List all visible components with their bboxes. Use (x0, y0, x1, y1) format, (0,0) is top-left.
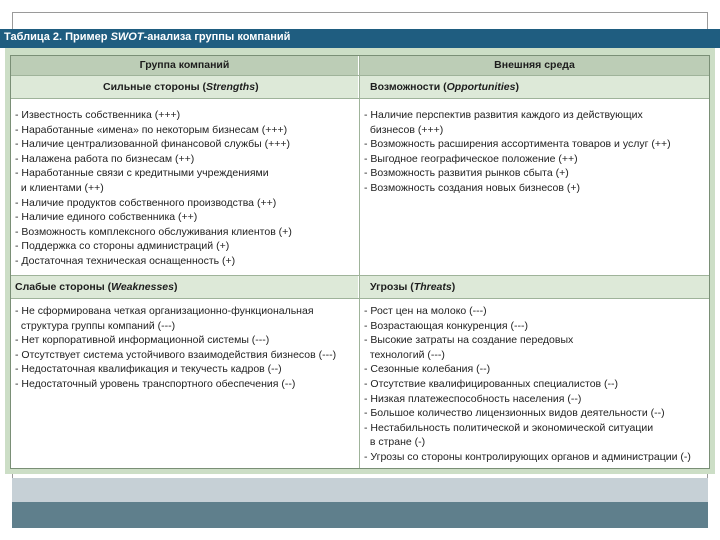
swot-table (10, 55, 710, 469)
caption-suffix: -анализа группы компаний (143, 31, 291, 43)
grid-line-header (11, 75, 709, 76)
threats-title-prefix: Угрозы ( (370, 281, 414, 293)
footer-band-dark (12, 502, 708, 528)
caption-swot: SWOT (110, 31, 144, 43)
opportunity-item: бизнесов (+++) (364, 123, 444, 136)
weakness-item: структура группы компаний (---) (15, 319, 176, 332)
grid-line-vertical (359, 56, 360, 468)
opportunity-item: - Выгодное географическое положение (++) (364, 152, 578, 165)
threat-item: в стране (-) (364, 436, 426, 449)
strengths-title (103, 76, 259, 98)
opportunities-title-suffix: ) (515, 81, 519, 93)
opportunities-title-prefix: Возможности ( (370, 81, 447, 93)
weakness-item: - Отсутствует система устойчивого взаимодействия бизнесов (---) (15, 348, 337, 361)
threat-item: - Сезонные колебания (--) (364, 363, 491, 376)
opportunity-item: - Возможность развития рынков сбыта (+) (364, 167, 569, 180)
strengths-title-emph: Strengths (206, 81, 256, 93)
weaknesses-title-emph: Weaknesses (111, 281, 174, 293)
threats-list (364, 304, 706, 465)
threat-item: - Угрозы со стороны контролирующих органов и администрации (-) (364, 450, 691, 463)
strength-item: - Налажена работа по бизнесам (++) (15, 152, 195, 165)
threats-title-suffix: ) (451, 281, 456, 293)
header-company-group: Группа компаний (11, 56, 358, 75)
strength-item: - Поддержка со стороны администраций (+) (15, 240, 230, 253)
weakness-item: - Недостаточный уровень транспортного обеспечения (--) (15, 377, 296, 390)
weakness-item: - Не сформирована четкая организационно-функциональная (15, 305, 314, 317)
opportunity-item: - Возможность расширения ассортимента товаров и услуг (++) (364, 138, 671, 151)
strength-item: - Достаточная техническая оснащенность (+) (15, 254, 236, 267)
threat-item: - Рост цен на молоко (---) (364, 305, 487, 317)
weakness-item: - Нет корпоративной информационной системы (---) (15, 334, 270, 347)
strength-item: - Возможность комплексного обслуживания клиентов (+) (15, 225, 292, 238)
weaknesses-header (11, 276, 358, 298)
threat-item: - Возрастающая конкуренция (---) (364, 319, 529, 332)
strengths-list (15, 108, 355, 269)
weaknesses-title (15, 276, 177, 298)
weaknesses-title-suffix: ) (173, 281, 178, 293)
opportunities-title (370, 76, 519, 98)
footer-band-light (12, 478, 708, 502)
weaknesses-list (15, 304, 355, 392)
opportunities-list (364, 108, 706, 196)
opportunity-item: - Возможность создания новых бизнесов (+) (364, 181, 580, 194)
strengths-header (11, 76, 358, 98)
table-caption-bar (0, 29, 720, 48)
strength-item: - Наличие продуктов собственного производства (++) (15, 196, 277, 209)
threat-item: - Высокие затраты на создание передовых (364, 334, 574, 347)
weaknesses-title-prefix: Слабые стороны ( (15, 281, 112, 293)
threats-title-emph: Threats (413, 281, 452, 293)
strength-item: - Наработанные «имена» по некоторым бизнесам (+++) (15, 123, 288, 136)
opportunities-title-emph: Opportunities (446, 81, 516, 93)
strengths-title-suffix: ) (255, 81, 259, 93)
header-external-environment: Внешняя среда (360, 56, 709, 75)
threats-header (360, 276, 709, 298)
threat-item: - Отсутствие квалифицированных специалистов (--) (364, 377, 619, 390)
grid-line-bottom-sections (11, 298, 709, 299)
weakness-item: - Недостаточная квалификация и текучесть кадров (--) (15, 363, 282, 376)
grid-line-middle (11, 275, 709, 276)
strengths-title-prefix: Сильные стороны ( (103, 81, 207, 93)
strength-item: - Наличие централизованной финансовой службы (+++) (15, 138, 290, 151)
table-caption (4, 31, 290, 43)
opportunity-item: - Наличие перспектив развития каждого из действующих (364, 109, 643, 121)
strength-item: - Наличие единого собственника (++) (15, 211, 198, 224)
threat-item: - Большое количество лицензионных видов деятельности (--) (364, 407, 665, 420)
caption-prefix: Таблица 2. Пример (4, 31, 111, 43)
strength-item: - Наработанные связи с кредитными учреждениями (15, 167, 269, 180)
grid-line-top-sections (11, 98, 709, 99)
opportunities-header (360, 76, 709, 98)
strength-item: и клиентами (++) (15, 181, 104, 194)
threat-item: - Нестабильность политической и экономической ситуации (364, 421, 654, 434)
swot-table-wrapper (5, 48, 715, 474)
strength-item: - Известность собственника (+++) (15, 109, 181, 121)
threats-title (370, 276, 455, 298)
threat-item: технологий (---) (364, 348, 445, 361)
threat-item: - Низкая платежеспособность населения (--) (364, 392, 582, 405)
